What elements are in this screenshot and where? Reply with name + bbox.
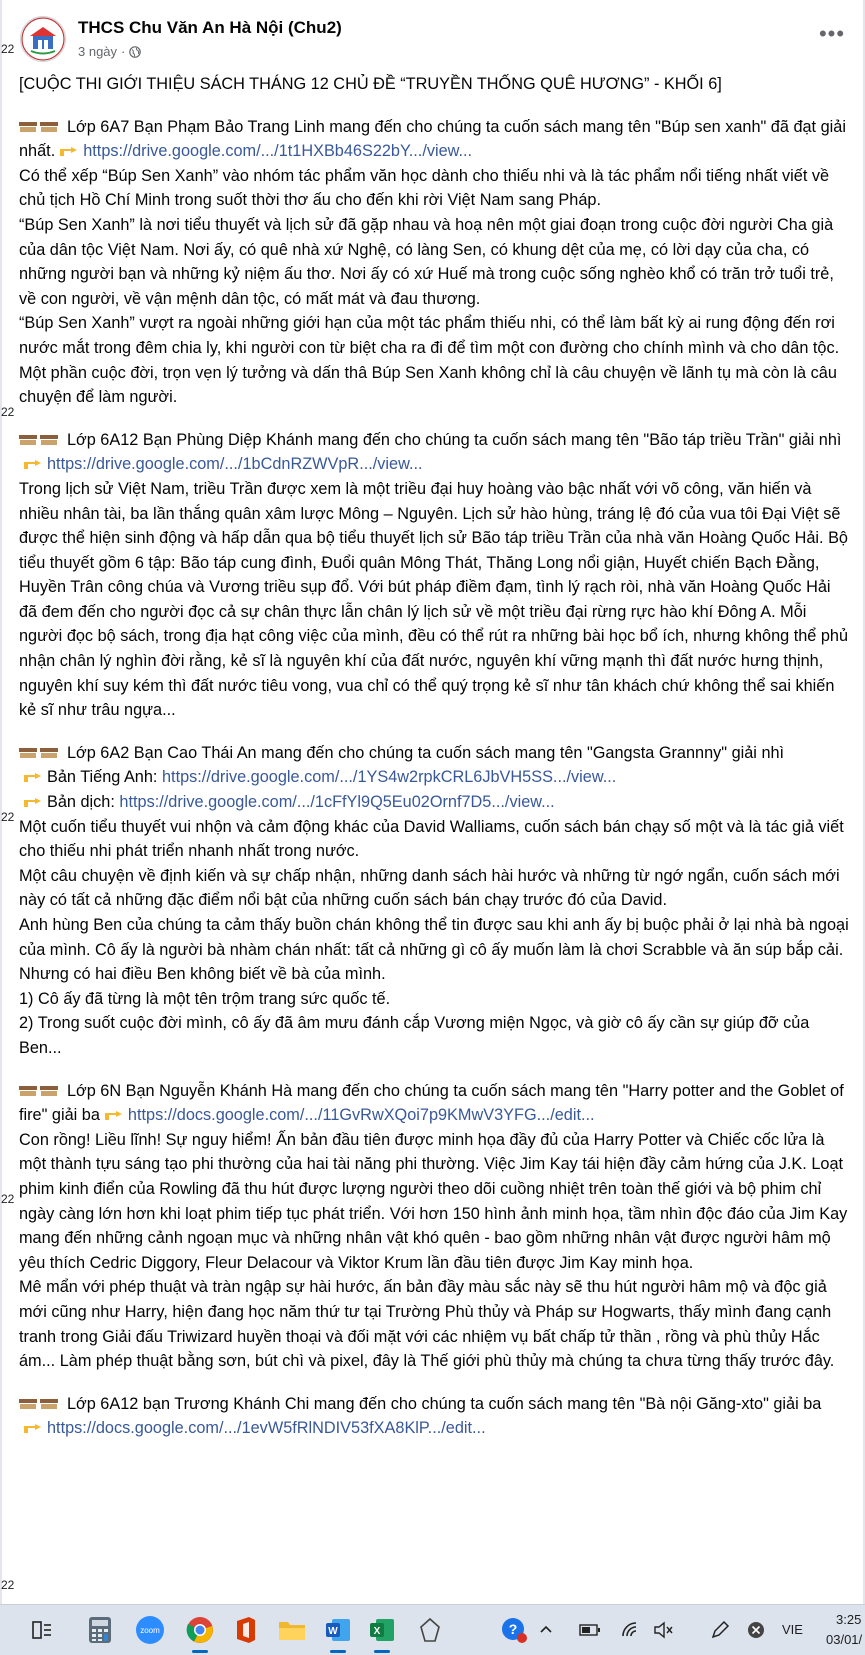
post-body [19, 72, 849, 1441]
entry-2-link[interactable]: https://drive.google.com/.../1bCdnRZWVpR.../view... [47, 455, 423, 474]
entry-4-text-b: Mê mẩn với phép thuật và tràn ngập sự hài hước, ấn bản đầy màu sắc này sẽ thu hút người hâm mộ và độc giả mới cũng như Harry, hiện đang học năm thứ tư tại Trường Phù thủy và Pháp sư Hogwarts, thấy mình đang cạnh tranh trong Giải đấu Triwizard huyền thoại và đối mặt với các nhiệm vụ bất chấp tử thần , rồng và phù thủy Hắc ám... Làm phép thuật bằng sơn, bút chì và pixel, đây là Thế giới phù thủy mà chúng ta chưa từng thấy trước đây. [19, 1278, 835, 1371]
entry-3-translation-link[interactable]: https://drive.google.com/.../1cFfYl9Q5Eu02Ornf7D5.../view... [119, 793, 555, 812]
page-name[interactable]: THCS Chu Văn An Hà Nội (Chu2) [78, 18, 342, 37]
windows-taskbar [0, 1604, 865, 1655]
calculator-icon[interactable] [84, 1614, 116, 1646]
books-icon [19, 118, 59, 134]
pointing-hand-icon [23, 455, 43, 471]
entry-5-link[interactable]: https://docs.google.com/.../1evW5fRlNDIV53fXA8KlP.../edit... [47, 1419, 486, 1438]
books-icon [19, 431, 59, 447]
input-language[interactable]: VIE [782, 1622, 803, 1637]
translation-label: Bản dịch: [47, 793, 115, 812]
entry-1-text-a: Có thể xếp “Búp Sen Xanh” vào nhóm tác phẩm văn học dành cho thiếu nhi và là tác phẩm nổi tiếng nhất viết về chủ tịch Hồ Chí Minh trong suốt thời thơ ấu cho đến khi rời Việt Nam sang Pháp. [19, 166, 830, 210]
clock-date[interactable]: 03/01/ [826, 1632, 863, 1647]
pointing-hand-icon [59, 142, 79, 158]
post-time[interactable]: 3 ngày [78, 44, 118, 59]
entry-1-intro: Lớp 6A7 Bạn Phạm Bảo Trang Linh mang đến cho chúng ta cuốn sách mang tên "Búp sen xanh" đã đạt giải nhất. [19, 117, 846, 161]
globe-icon [129, 46, 141, 58]
help-icon[interactable] [498, 1614, 530, 1646]
post-meta [78, 44, 141, 59]
pointing-hand-icon [23, 793, 43, 809]
battery-icon[interactable] [574, 1614, 606, 1646]
entry-2 [19, 428, 849, 477]
books-icon [19, 1395, 59, 1411]
entry-3-text-c: Anh hùng Ben của chúng ta cảm thấy buồn chán không thể tin được sau khi anh ấy bị buộc phải ở lại nhà bà ngoại của mình. Cô ấy là người bà nhàm chán nhất: tất cả những gì cô ấy muốn làm là chơi Scrabble và ăn súp bắp cải. Nhưng có hai điều Ben không biết về bà của mình. [19, 916, 849, 984]
entry-3-english-line [19, 765, 849, 790]
meta-separator: · [121, 44, 126, 59]
books-icon [19, 1082, 59, 1098]
entry-3-text-d: 1) Cô ấy đã từng là một tên trộm trang sức quốc tế. [19, 989, 391, 1008]
svg-text:W: W [328, 1626, 338, 1637]
entry-1-text-b: “Búp Sen Xanh” là nơi tiểu thuyết và lịch sử đã gặp nhau và hoạ nên một giai đoạn trong cuộc đời người Cha già của dân tộc Việt Nam. Nơi ấy, có quê nhà xứ Nghệ, có làng Sen, có khung dệt của mẹ, có lời dạy của cha, có những người bạn và những kỷ niệm ấu thơ. Nơi ấy có xứ Huế mà trong cuộc sống nghèo khổ có trăn trở tuổi trẻ, về con người, về vận mệnh dân tộc, có mất mát và đau thương. [19, 215, 834, 308]
entry-3-text-b: Một câu chuyện về định kiến và sự chấp nhận, những danh sách hài hước và những từ ngớ ngẩn, cuốn sách mới này có tất cả những đặc điểm nổi bật của những cuốn sách bán chạy trước đó của David. [19, 866, 840, 910]
entry-1 [19, 115, 849, 164]
help-label: ? [508, 1621, 518, 1637]
pointing-hand-icon [104, 1106, 124, 1122]
entry-4-intro: Lớp 6N Bạn Nguyễn Khánh Hà mang đến cho chúng ta cuốn sách mang tên "Harry potter and the Goblet of fire" giải ba [19, 1081, 844, 1125]
pointing-hand-icon [23, 1419, 43, 1435]
entry-4-text-a: Con rồng! Liều lĩnh! Sự nguy hiểm! Ấn bản đầu tiên được minh họa đầy đủ của Harry Potter và Chiếc cốc lửa là một thành tựu sáng tạo phi thường của hai tài năng phi thường. Việc Jim Kay tái hiện đầy cảm hứng của J.K. Loạt phim kinh điển của Rowling đã thu hút được lượng người theo dõi cuồng nhiệt trên toàn thế giới và bộ phim chỉ ngày càng lớn hơn khi loạt phim tiếp tục phát triển. Với hơn 150 hình ảnh minh họa, tầm nhìn độc đáo của Jim Kay mang đến những cảnh ngoạn mục và những nhân vật khó quên - bao gồm những nhân vật được người hâm mộ yêu thích Cedric Diggory, Fleur Delacour và Viktor Krum lần đầu tiên được Jim Kay minh họa. [19, 1130, 848, 1272]
svg-text:X: X [373, 1626, 381, 1637]
books-icon [19, 744, 59, 760]
page-avatar[interactable] [20, 16, 66, 62]
entry-4 [19, 1079, 849, 1128]
pen-icon[interactable] [704, 1614, 736, 1646]
copilot-icon[interactable] [414, 1614, 446, 1646]
word-icon[interactable] [322, 1614, 354, 1646]
entry-3 [19, 741, 849, 766]
entry-4-link[interactable]: https://docs.google.com/.../11GvRwXQoi7p9KMwV3YFG.../edit... [127, 1106, 595, 1125]
edge-number: 22 [1, 810, 15, 824]
file-explorer-icon[interactable] [276, 1614, 308, 1646]
post-header [20, 10, 850, 66]
left-divider [0, 0, 2, 1604]
school-logo-icon [21, 17, 65, 61]
edge-number: 22 [1, 1192, 15, 1206]
zoom-icon[interactable] [134, 1614, 166, 1646]
entry-3-text-a: Một cuốn tiểu thuyết vui nhộn và cảm động khác của David Walliams, cuốn sách bán chạy số một và là tác giả viết cho thiếu nhi phát triển nhanh nhất trong nước. [19, 817, 844, 861]
entry-1-link[interactable]: https://drive.google.com/.../1t1HXBb46S22bY.../view... [83, 142, 473, 161]
entry-1-text-c: “Búp Sen Xanh” vượt ra ngoài những giới hạn của một tác phẩm thiếu nhi, có thể làm bất kỳ ai rung động đến rơi nước mắt trong đêm chia ly, khi người con từ biệt cha ra đi để tìm một con đường cho chính mình và cho dân tộc. Một phần cuộc đời, trọn vẹn lý tưởng và dấn thâ Búp Sen Xanh không chỉ là câu chuyện về lãnh tụ mà còn là câu chuyện để làm người. [19, 314, 840, 407]
entry-5 [19, 1392, 849, 1441]
english-version-label: Bản Tiếng Anh: [47, 768, 158, 787]
entry-3-translation-line [19, 790, 849, 815]
wifi-icon[interactable] [614, 1614, 646, 1646]
chevron-up-icon[interactable] [530, 1614, 562, 1646]
zoom-label: zoom [140, 1626, 160, 1635]
office-icon[interactable] [230, 1614, 262, 1646]
entry-3-text-e: 2) Trong suốt cuộc đời mình, cô ấy đã âm mưu đánh cắp Vương miện Ngọc, và giờ cô ấy cần sự giúp đỡ của Ben... [19, 1014, 810, 1057]
edge-number: 22 [1, 405, 15, 419]
entry-2-intro: Lớp 6A12 Bạn Phùng Diệp Khánh mang đến cho chúng ta cuốn sách mang tên "Bão táp triều Trần" giải nhì [67, 430, 842, 449]
excel-icon[interactable] [366, 1614, 398, 1646]
clock-time[interactable]: 3:25 [836, 1612, 862, 1627]
post-title: [CUỘC THI GIỚI THIỆU SÁCH THÁNG 12 CHỦ ĐỀ “TRUYỀN THỐNG QUÊ HƯƠNG” - KHỐI 6] [19, 75, 722, 93]
close-circle-icon[interactable] [740, 1614, 772, 1646]
edge-number: 22 [1, 42, 15, 56]
more-options-button[interactable]: ••• [818, 21, 846, 46]
chrome-icon[interactable] [184, 1614, 216, 1646]
entry-3-intro: Lớp 6A2 Bạn Cao Thái An mang đến cho chúng ta cuốn sách mang tên "Gangsta Grannny" giải nhì [67, 743, 785, 762]
volume-muted-icon[interactable] [648, 1614, 680, 1646]
edge-number: 22 [1, 1578, 15, 1592]
entry-5-intro: Lớp 6A12 bạn Trương Khánh Chi mang đến cho chúng ta cuốn sách mang tên "Bà nội Găng-xto" giải ba [67, 1394, 822, 1413]
pointing-hand-icon [23, 768, 43, 784]
entry-3-english-link[interactable]: https://drive.google.com/.../1YS4w2rpkCRL6JbVH5SS.../view... [161, 768, 617, 787]
entry-2-text-a: Trong lịch sử Việt Nam, triều Trần được xem là một triều đại huy hoàng vào bậc nhất với võ công, văn hiến và nhiều nhân tài, ba lần thắng quân xâm lược Mông – Nguyên. Lịch sử hào hùng, tráng lệ đó của vua tôi Đại Việt sẽ được thể hiện sinh động và hấp dẫn qua bộ tiểu thuyết lịch sử Bão táp triều Trần của nhà văn Hoàng Quốc Hải. Bộ tiểu thuyết gồm 6 tập: Bão táp cung đình, Đuổi quân Mông Thát, Thăng Long nổi giận, Huyết chiến Bạch Đằng, Huyền Trân công chúa và Vương triều sụp đổ. Với bút pháp điềm đạm, tình lý rạch ròi, nhà văn Hoàng Quốc Hải đã đem đến cho người đọc cả sự chân thực lẫn chân lý lịch sử về một triều đại rừng rực hào khí Đông A. Mỗi người đọc bộ sách, trong địa hạt công việc của mình, đều có thể rút ra những bài học bổ ích, nhưng không thể phủ nhận chân lý nghìn đời rằng, kẻ sĩ là nguyên khí của đất nước, nguyên khí vững mạnh thì đất nước hưng thịnh, nguyên khí suy kém thì đất nước tiêu vong, vua chỉ có thể quý trọng kẻ sĩ như tân khách chứ không thể sai khiến kẻ sĩ như trâu ngựa... [19, 479, 849, 720]
task-view-icon[interactable] [26, 1614, 58, 1646]
